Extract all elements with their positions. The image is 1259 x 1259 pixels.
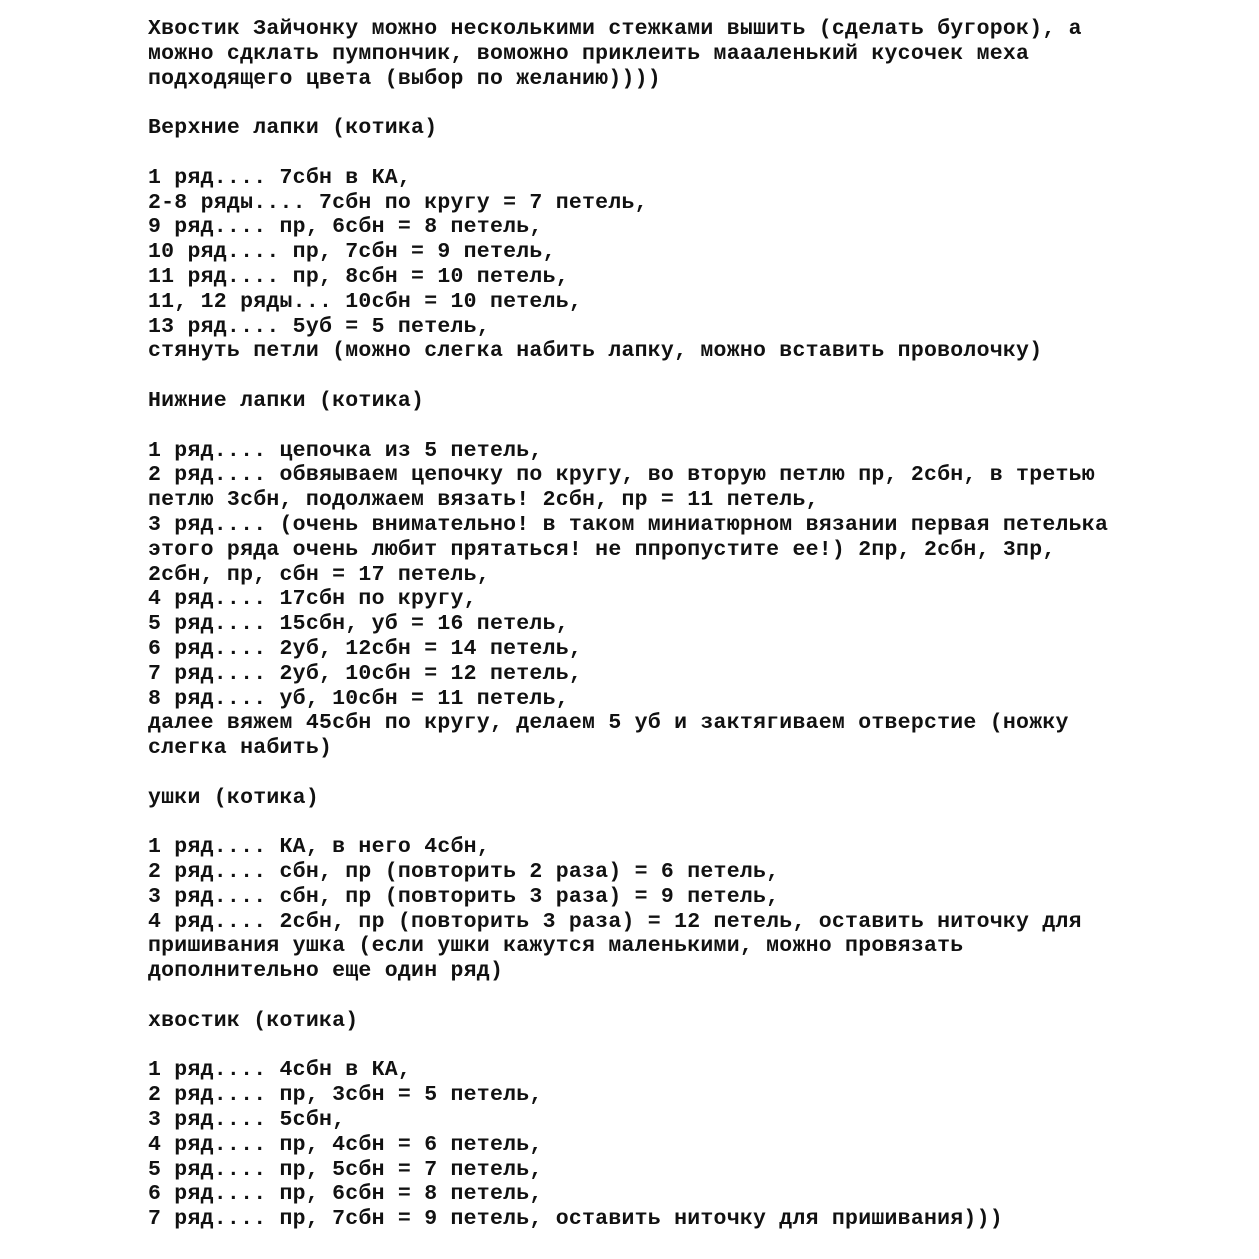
text-line: Верхние лапки (котика) (148, 116, 438, 141)
text-line: пришивания ушка (если ушки кажутся маленькими, можно провязать (148, 934, 964, 959)
text-line: 1 ряд.... КА, в него 4сбн, (148, 835, 490, 860)
blank-line (148, 141, 1248, 166)
text-line: 8 ряд.... уб, 10сбн = 11 петель, (148, 686, 569, 711)
text-line: 11 ряд.... пр, 8сбн = 10 петель, (148, 264, 569, 289)
text-line: 3 ряд.... сбн, пр (повторить 3 раза) = 9 петель, (148, 884, 780, 909)
text-line: можно сдклать пумпончик, воможно приклеить маааленький кусочек меха (148, 41, 1030, 66)
blank-line (148, 811, 1248, 836)
text-line: этого ряда очень любит прятаться! не ппропустите ее!) 2пр, 2сбн, 3пр, (148, 537, 1056, 562)
text-line: 1 ряд.... 7сбн в КА, (148, 165, 412, 190)
text-line: 5 ряд.... 15сбн, уб = 16 петель, (148, 612, 569, 637)
text-line: 2 ряд.... пр, 3сбн = 5 петель, (148, 1083, 543, 1108)
text-line: 6 ряд.... 2уб, 12сбн = 14 петель, (148, 636, 583, 661)
text-line: 7 ряд.... 2уб, 10сбн = 12 петель, (148, 661, 583, 686)
blank-line (148, 761, 1248, 786)
text-line: Нижние лапки (котика) (148, 388, 425, 413)
text-line: 3 ряд.... 5сбн, (148, 1108, 346, 1133)
text-line: 5 ряд.... пр, 5сбн = 7 петель, (148, 1157, 543, 1182)
text-line: 4 ряд.... пр, 4сбн = 6 петель, (148, 1132, 543, 1157)
blank-line (148, 984, 1248, 1009)
text-line: 11, 12 ряды... 10сбн = 10 петель, (148, 289, 583, 314)
text-line: хвостик (котика) (148, 1008, 359, 1033)
text-line: 9 ряд.... пр, 6сбн = 8 петель, (148, 215, 543, 240)
blank-line (148, 1034, 1248, 1059)
text-line: 2-8 ряды.... 7сбн по кругу = 7 петель, (148, 190, 648, 215)
text-line: 2 ряд.... сбн, пр (повторить 2 раза) = 6 петель, (148, 860, 780, 885)
text-line: 3 ряд.... (очень внимательно! в таком миниатюрном вязании первая петелька (148, 512, 1109, 537)
text-line: 7 ряд.... пр, 7сбн = 9 петель, оставить ниточку для пришивания))) (148, 1207, 1003, 1232)
text-line: ушки (котика) (148, 785, 319, 810)
text-line: 1 ряд.... 4сбн в КА, (148, 1058, 412, 1083)
text-line: 4 ряд.... 17сбн по кругу, (148, 587, 477, 612)
text-line: дополнительно еще один ряд) (148, 959, 504, 984)
text-line: 2сбн, пр, сбн = 17 петель, (148, 562, 490, 587)
blank-line (148, 414, 1248, 439)
text-line: 2 ряд.... обвяываем цепочку по кругу, во вторую петлю пр, 2сбн, в третью (148, 463, 1095, 488)
blank-line (148, 91, 1248, 116)
text-line: петлю 3сбн, подолжаем вязать! 2сбн, пр = 11 петель, (148, 488, 819, 513)
text-line: 6 ряд.... пр, 6сбн = 8 петель, (148, 1182, 543, 1207)
blank-line (148, 364, 1248, 389)
text-line: 10 ряд.... пр, 7сбн = 9 петель, (148, 240, 556, 265)
document-body (148, 17, 1248, 1232)
text-line: слегка набить) (148, 736, 333, 761)
text-line: стянуть петли (можно слегка набить лапку, можно вставить проволочку) (148, 339, 1043, 364)
text-line: далее вяжем 45сбн по кругу, делаем 5 уб и зактягиваем отверстие (ножку (148, 711, 1069, 736)
text-line: подходящего цвета (выбор по желанию)))) (148, 66, 661, 91)
text-line: 13 ряд.... 5уб = 5 петель, (148, 314, 490, 339)
text-line: Хвостик Зайчонку можно несколькими стежками вышить (сделать бугорок), а (148, 17, 1082, 41)
text-line: 4 ряд.... 2сбн, пр (повторить 3 раза) = 12 петель, оставить ниточку для (148, 909, 1082, 934)
text-line: 1 ряд.... цепочка из 5 петель, (148, 438, 543, 463)
